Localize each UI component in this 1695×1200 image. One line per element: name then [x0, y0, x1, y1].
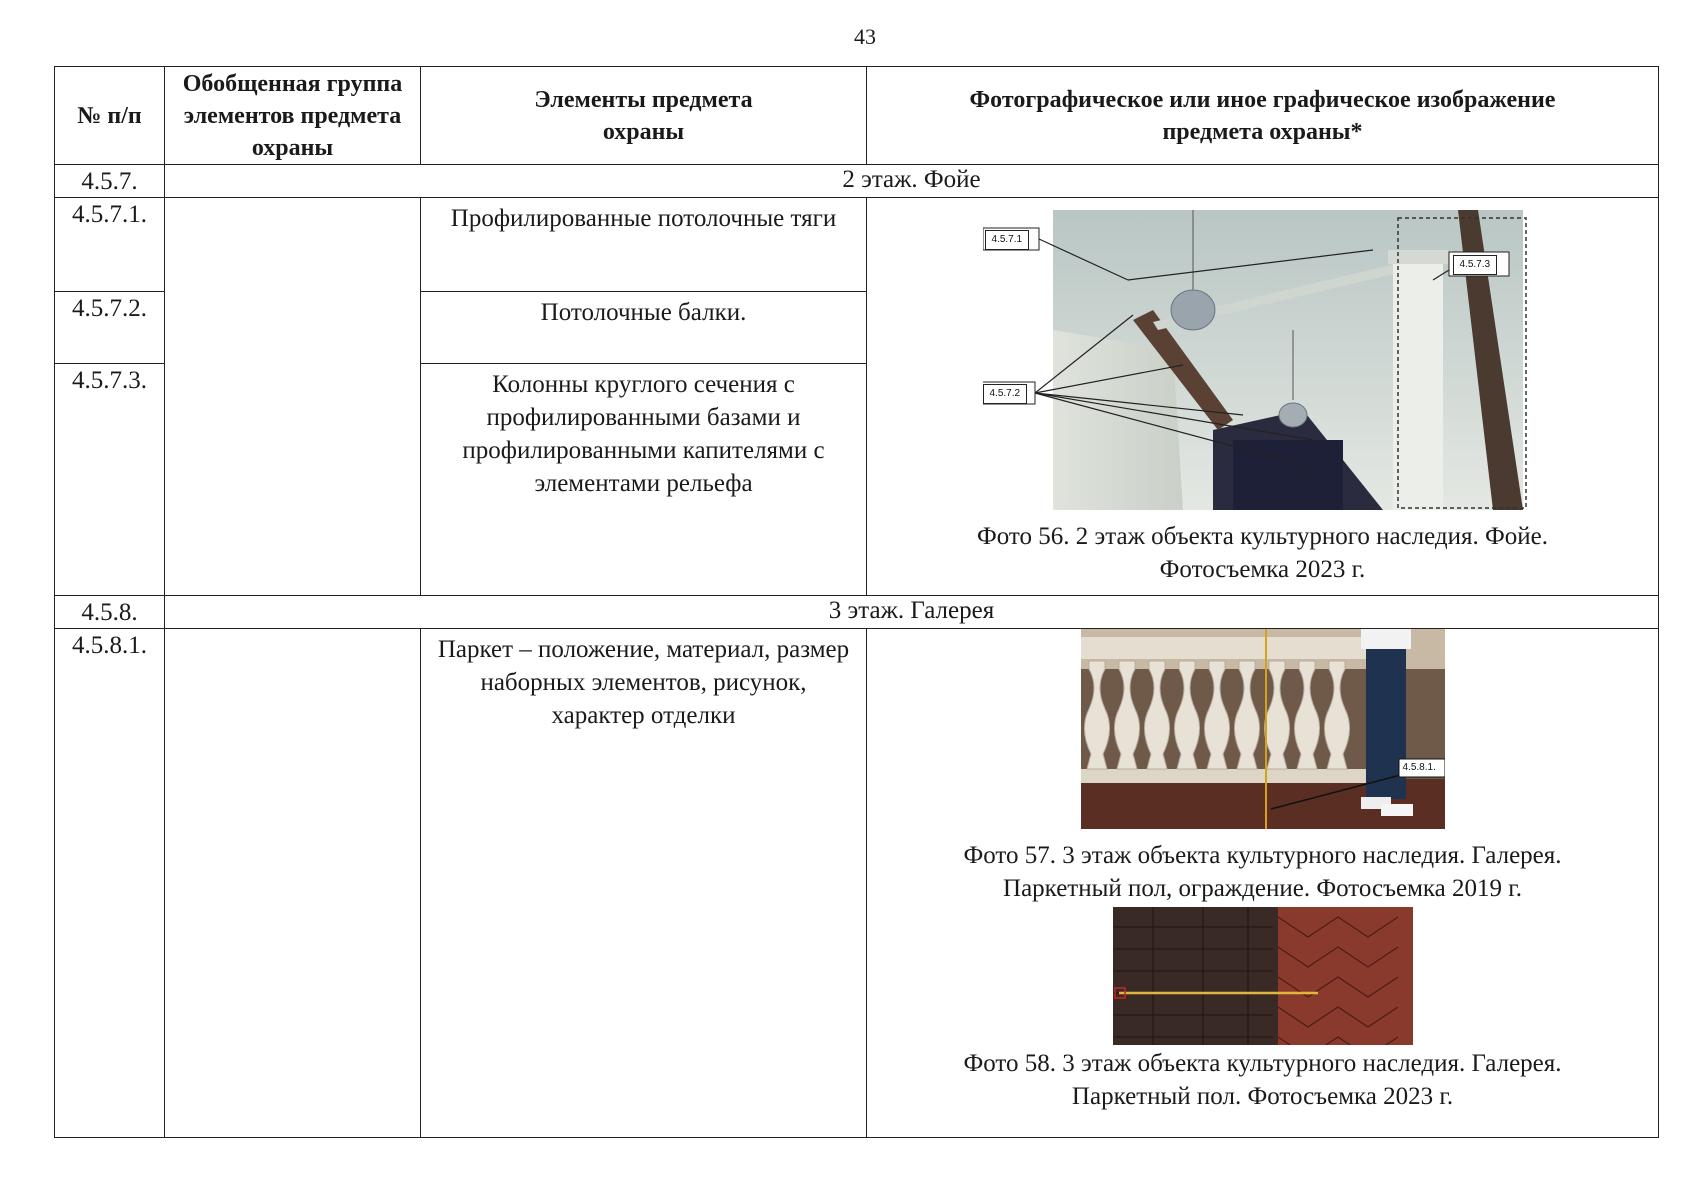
header-elements: Элементы предмета охраны — [421, 67, 867, 165]
photo-label: 4.5.7.3 — [1453, 255, 1498, 275]
photo-label: 4.5.7.2 — [983, 384, 1028, 404]
section-title: 2 этаж. Фойе — [165, 165, 1659, 198]
photo-caption: Фото 58. 3 этаж объекта культурного наследия. Галерея. Паркетный пол. Фотосъемка 2023 г. — [963, 1050, 1562, 1110]
header-num: № п/п — [55, 67, 165, 165]
photo-label: 4.5.7.1 — [985, 230, 1030, 250]
photo-caption: Фото 57. 3 этаж объекта культурного наследия. Галерея. Паркетный пол, ограждение. Фотосъемка 2019 г. — [963, 842, 1562, 902]
row-num: 4.5.7.3. — [55, 364, 165, 596]
photo-gallery-parquet — [1113, 907, 1413, 1045]
photo-foyer — [983, 210, 1543, 510]
element-cell: Паркет – положение, материал, размер наборных элементов, рисунок, характер отделки — [421, 629, 867, 1138]
photo-cell — [867, 629, 1659, 1138]
group-cell — [165, 629, 421, 1138]
group-cell — [165, 198, 421, 596]
row-num: 4.5.7.1. — [55, 198, 165, 292]
section-row — [55, 596, 1659, 629]
row-num: 4.5.8.1. — [55, 629, 165, 1138]
photo-parquet-image — [1113, 907, 1413, 1045]
section-row — [55, 165, 1659, 198]
section-num: 4.5.7. — [55, 165, 165, 198]
row-num: 4.5.7.2. — [55, 292, 165, 364]
table-row — [55, 629, 1659, 1138]
header-group: Обобщенная группа элементов предмета охраны — [165, 67, 421, 165]
protection-table — [54, 66, 1659, 1138]
photo-caption: Фото 56. 2 этаж объекта культурного наследия. Фойе. Фотосъемка 2023 г. — [977, 523, 1548, 583]
section-num: 4.5.8. — [55, 596, 165, 629]
photo-balustrade-image — [1081, 629, 1445, 829]
header-row — [55, 67, 1659, 165]
element-cell: Потолочные балки. — [421, 292, 867, 364]
photo-cell — [867, 198, 1659, 596]
element-cell: Профилированные потолочные тяги — [421, 198, 867, 292]
photo-label: 4.5.8.1. — [1402, 762, 1436, 773]
page-number: 43 — [854, 24, 876, 49]
photo-gallery-balustrade — [1081, 629, 1445, 829]
header-image: Фотографическое или иное графическое изображение предмета охраны* — [867, 67, 1659, 165]
section-title: 3 этаж. Галерея — [165, 596, 1659, 629]
element-cell: Колонны круглого сечения с профилированными базами и профилированными капителями с элементами рельефа — [421, 364, 867, 596]
table-row — [55, 198, 1659, 292]
